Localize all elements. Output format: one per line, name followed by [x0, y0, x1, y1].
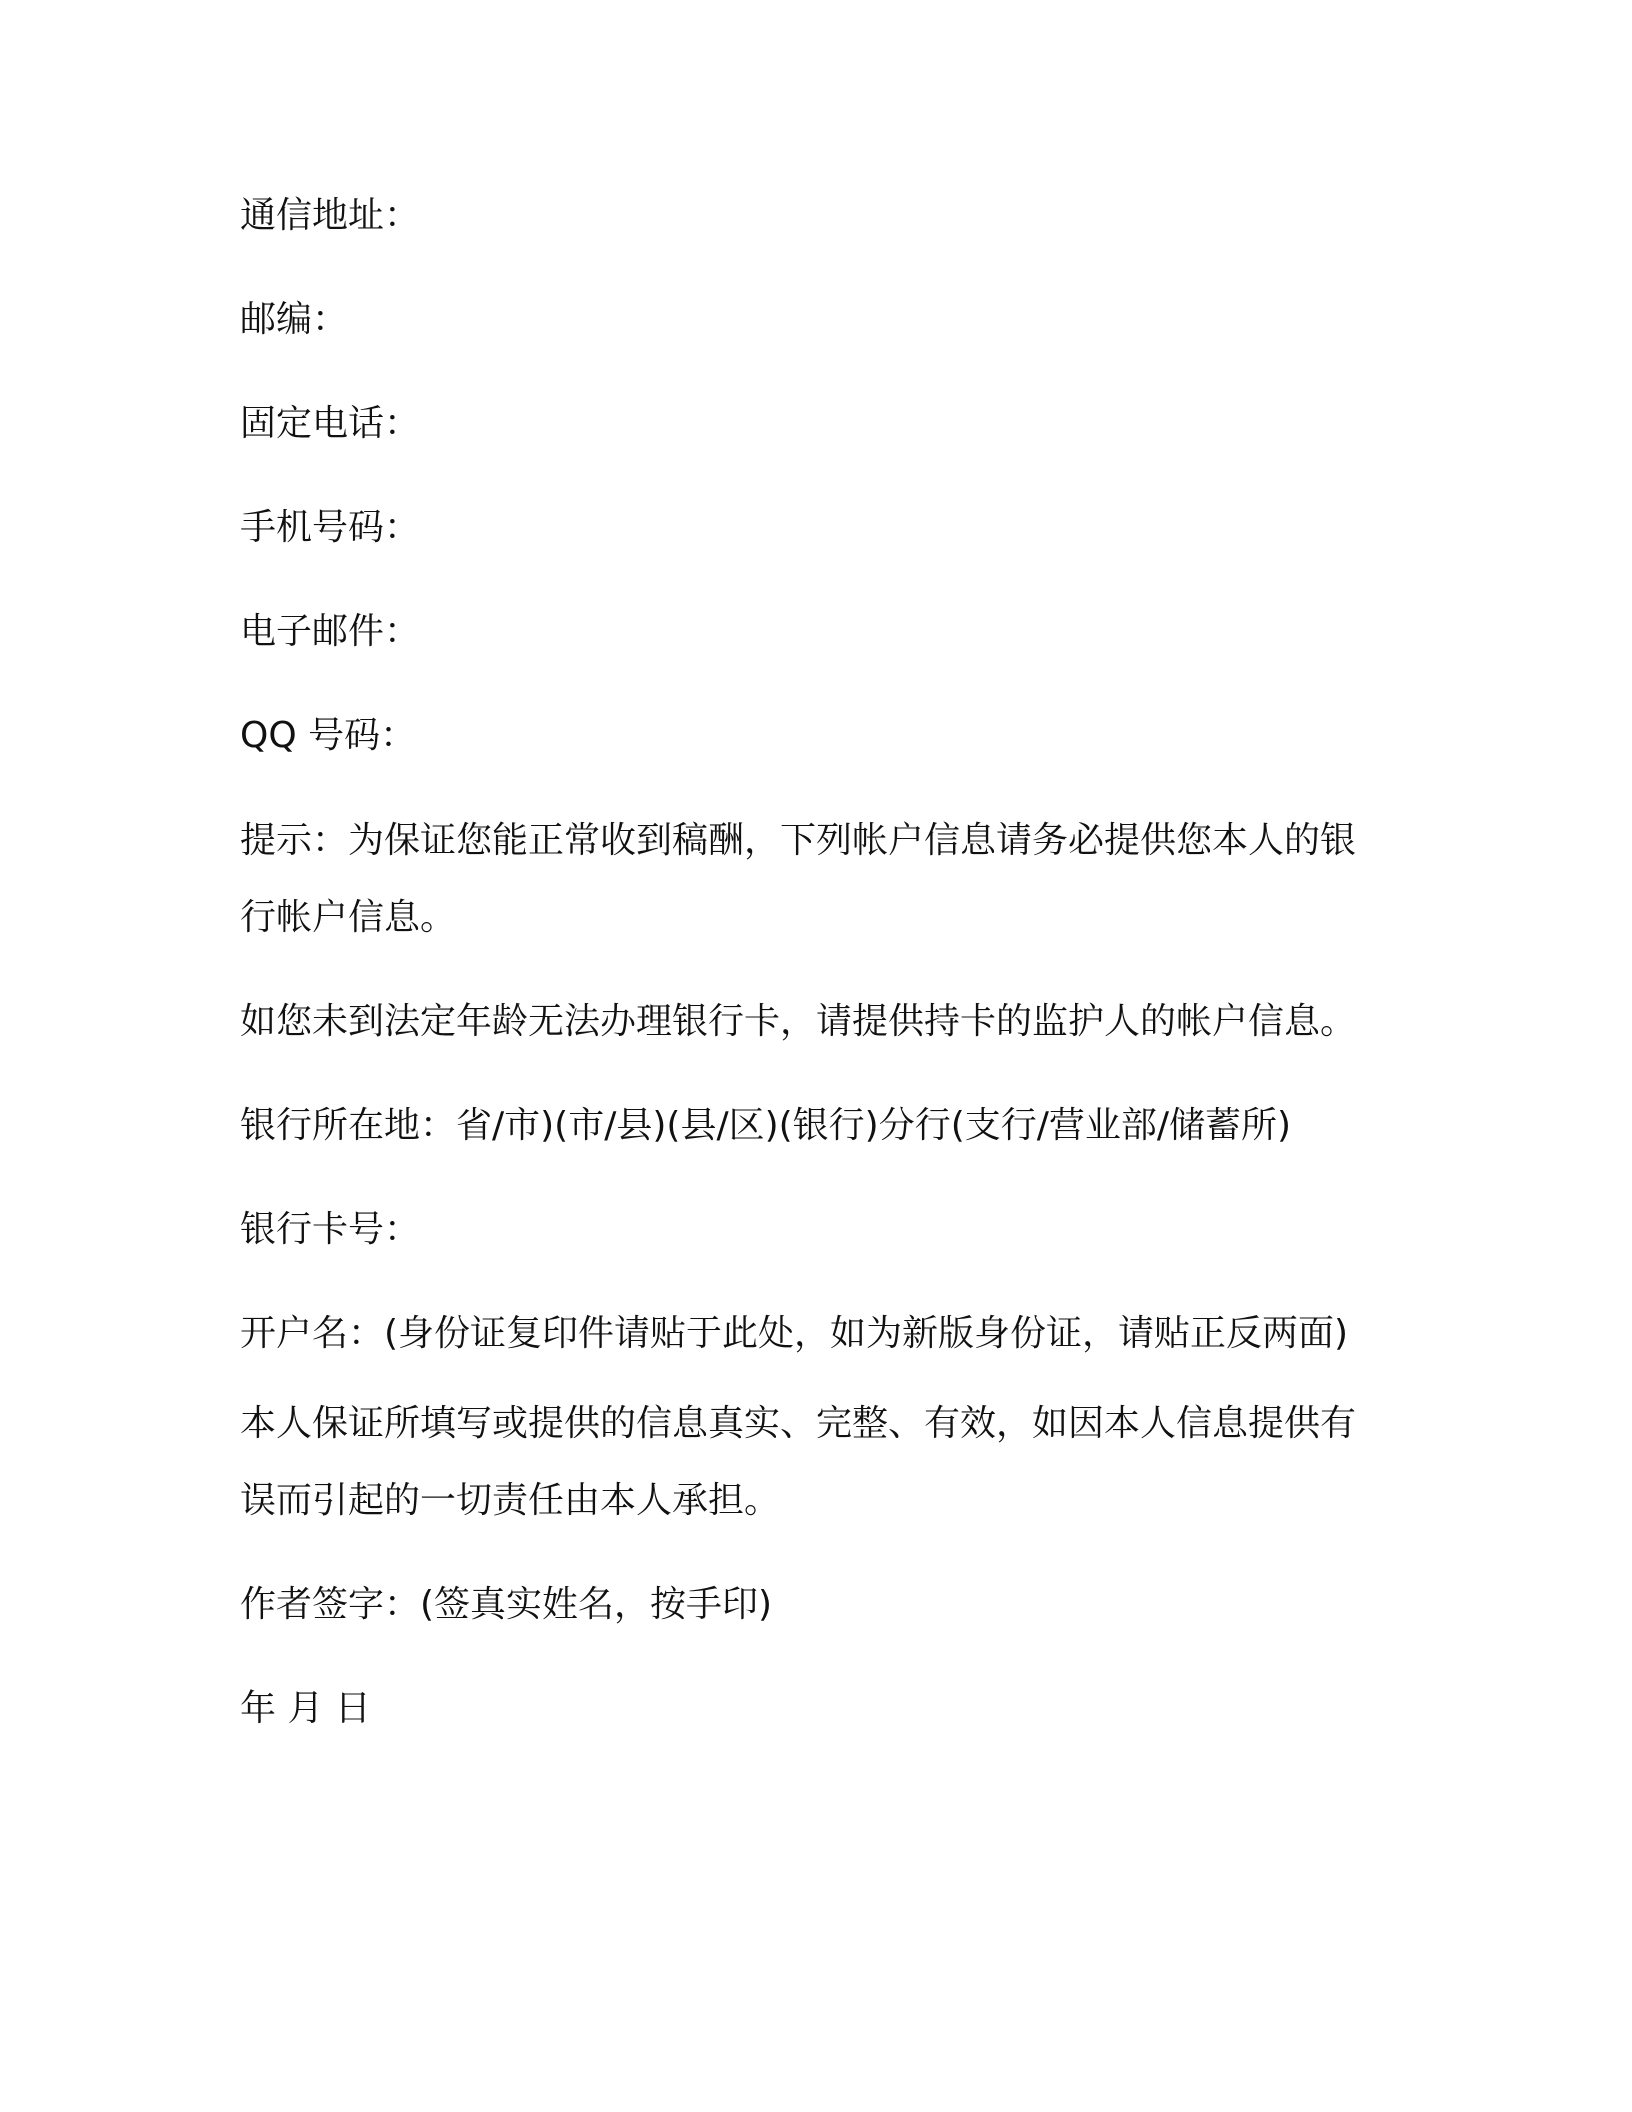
guarantee-statement: 本人保证所填写或提供的信息真实、完整、有效，如因本人信息提供有误而引起的一切责任由本人承担。: [240, 1403, 1357, 1521]
minor-note: 如您未到法定年龄无法办理银行卡，请提供持卡的监护人的帐户信息。: [240, 1001, 1357, 1042]
mailing-address-label: 通信地址：: [240, 195, 421, 236]
qq-label: QQ 号码：: [240, 715, 417, 756]
bank-card-label: 银行卡号：: [240, 1209, 421, 1250]
mobile-label: 手机号码：: [240, 507, 421, 548]
signature-label: 作者签字：(签真实姓名，按手印): [240, 1584, 773, 1625]
form-content: [240, 190, 1420, 1787]
payment-notice: 提示：为保证您能正常收到稿酬，下列帐户信息请务必提供您本人的银行帐户信息。: [240, 820, 1357, 938]
email-label: 电子邮件：: [240, 611, 421, 652]
landline-label: 固定电话：: [240, 403, 421, 444]
bank-location-label: 银行所在地：省/市)(市/县)(县/区)(银行)分行(支行/营业部/储蓄所): [240, 1105, 1292, 1146]
postal-code-label: 邮编：: [240, 299, 349, 340]
date-line: 年 月 日: [240, 1688, 371, 1729]
account-name-label: 开户名：(身份证复印件请贴于此处，如为新版身份证，请贴正反两面): [240, 1313, 1349, 1354]
